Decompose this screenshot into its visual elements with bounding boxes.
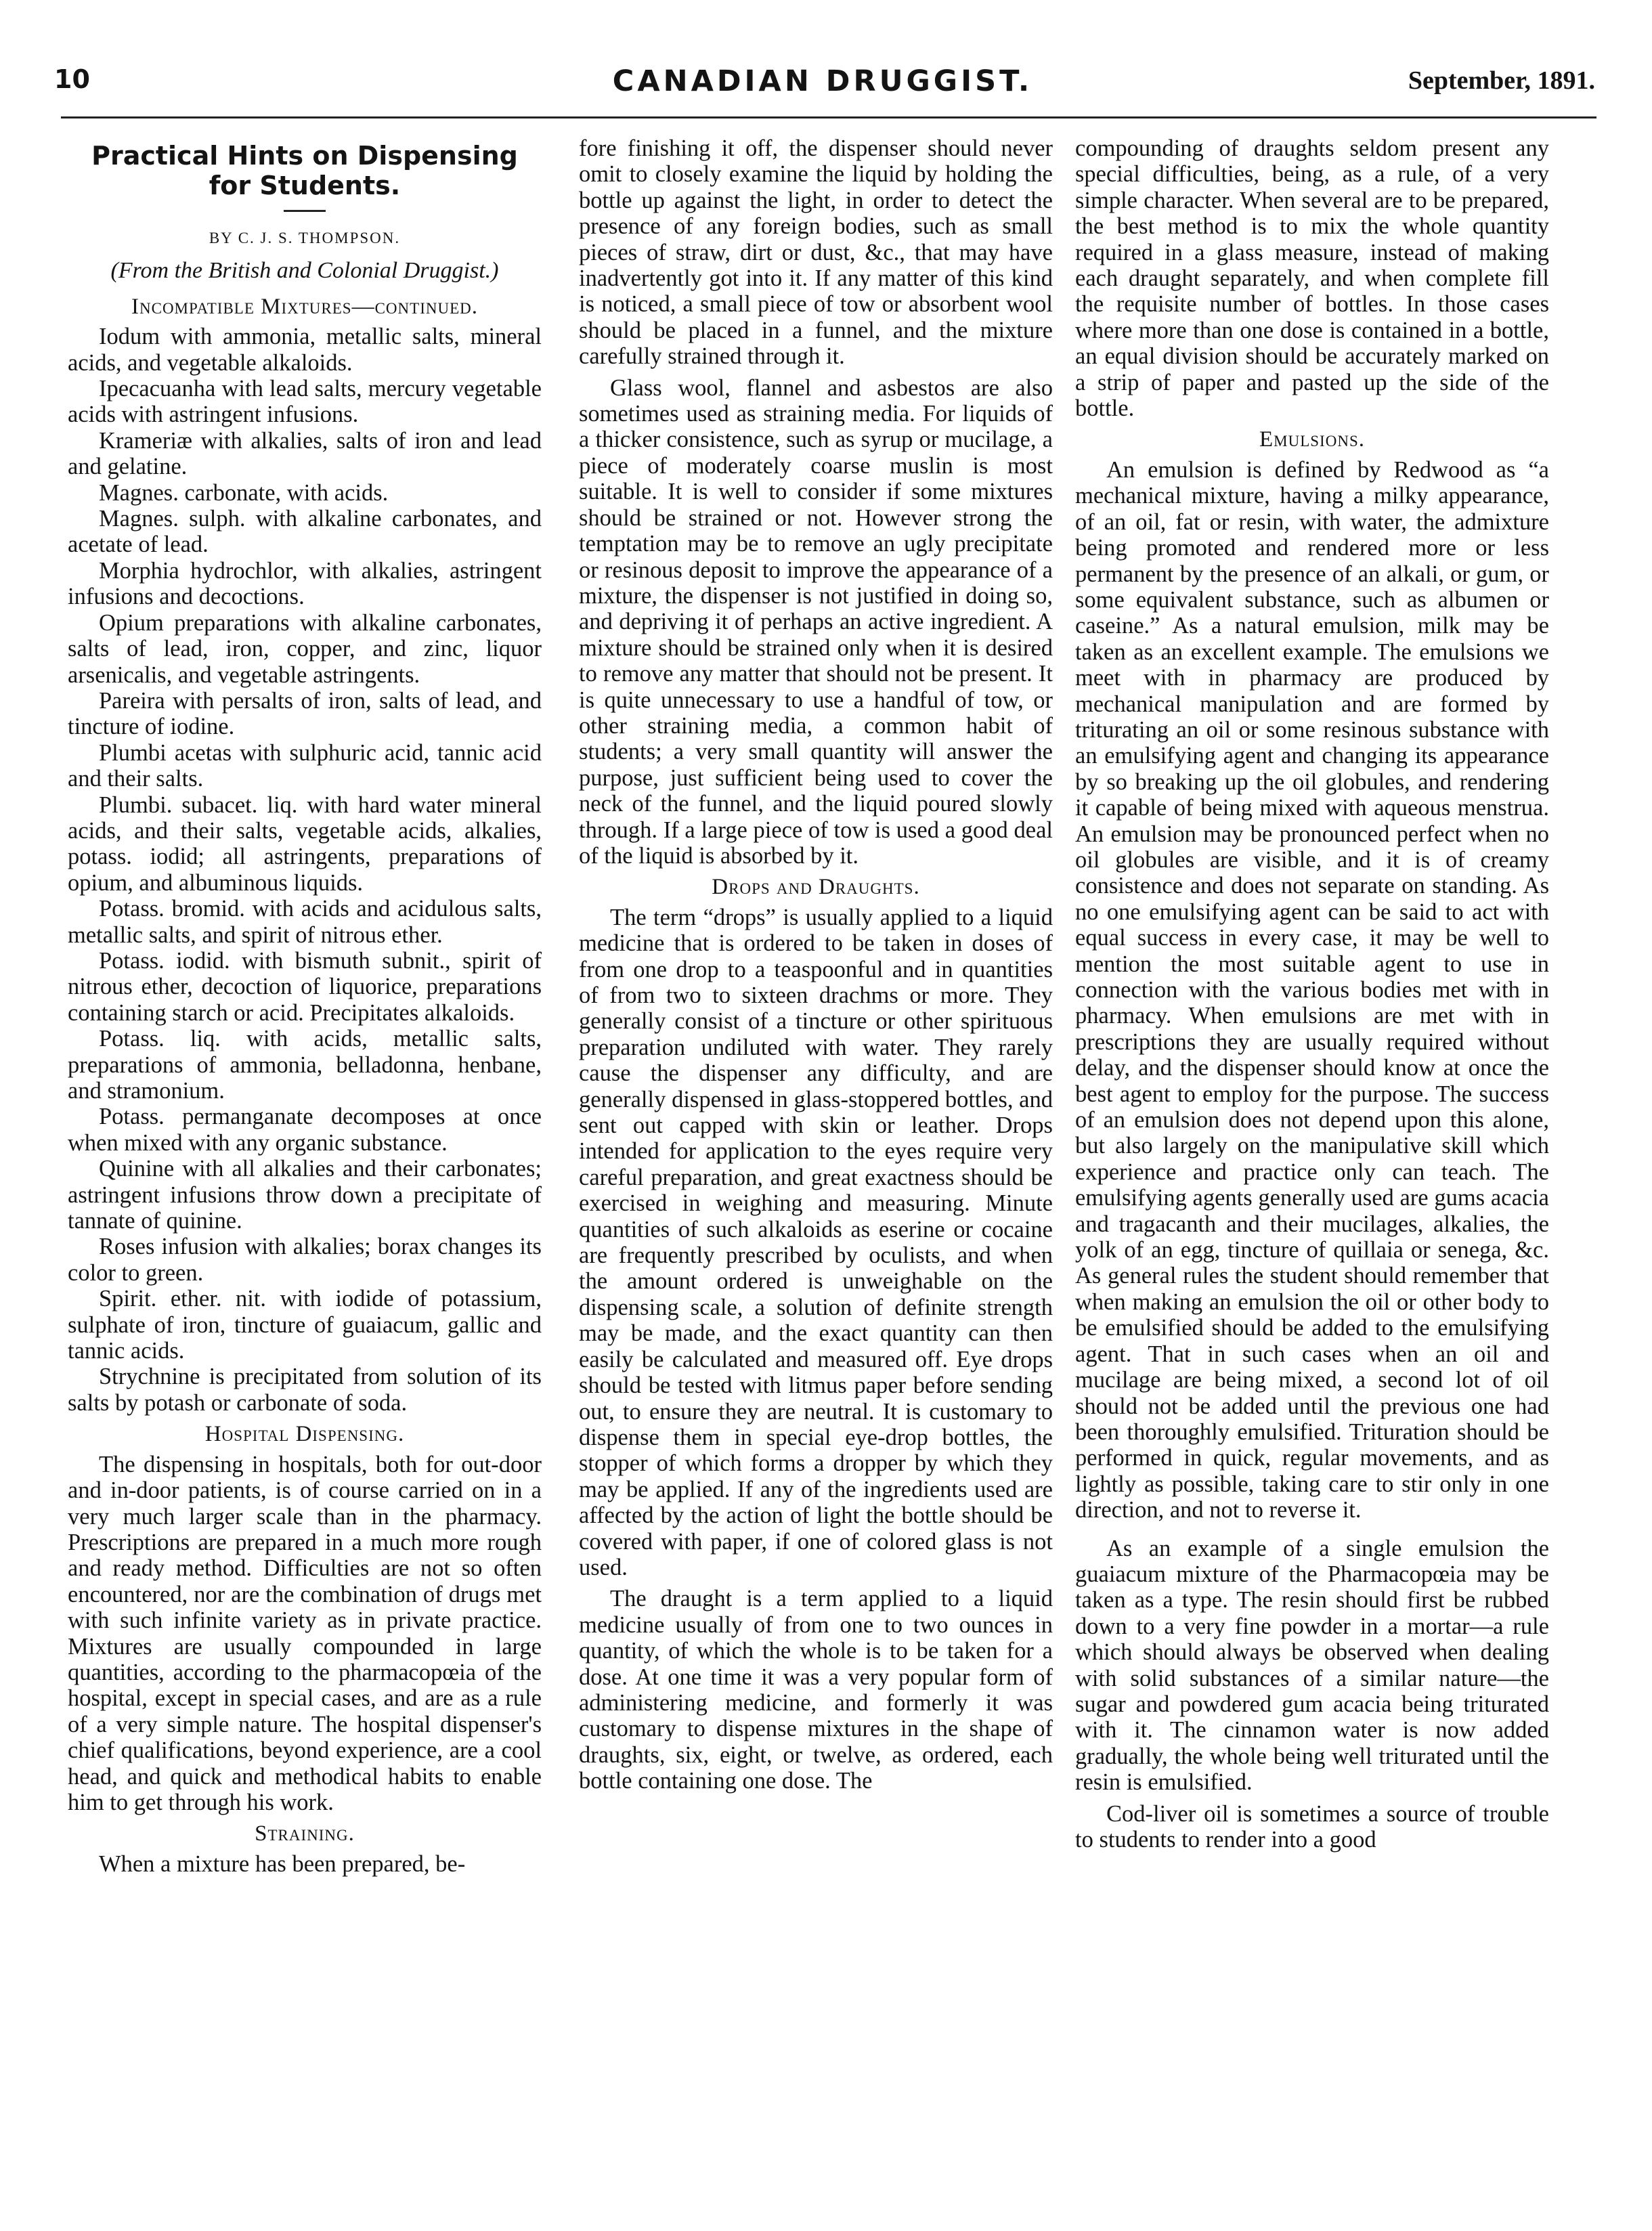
paragraph: Roses infusion with alkalies; borax changes its color to green. [68, 1234, 542, 1286]
header-rule [61, 116, 1596, 118]
paragraph: compounding of draughts seldom present any special difficulties, being, as a rule, of a very simple character. When several are to be prepared, the best method is to mix the whole quantity required in a glass measure, instead of making each draught separately, and when complete fill the requisite number of bottles. In those cases where more than one dose is contained in a bottle, an equal division should be accurately marked on a strip of paper and pasted up the side of the bottle. [1075, 135, 1549, 422]
paragraph: Krameriæ with alkalies, salts of iron and lead and gelatine. [68, 427, 542, 480]
paragraph: The draught is a term applied to a liquid medicine usually of from one to two ounces in quantity, of which the whole is to be taken for a dose. At one time it was a very popular form of administering medicine, and formerly it was customary to dispense mixtures in the shape of draughts, six, eight, or twelve, as ordered, each bottle containing one dose. The [579, 1586, 1053, 1794]
page-number: 10 [54, 64, 90, 94]
paragraph: Strychnine is precipitated from solution of its salts by potash or carbonate of soda. [68, 1364, 542, 1416]
section-heading-drops: Drops and Draughts. [712, 875, 920, 900]
paragraph: Magnes. carbonate, with acids. [99, 479, 389, 506]
paragraph: Magnes. sulph. with alkaline carbonates, and acetate of lead. [68, 506, 542, 558]
paragraph: Ipecacuanha with lead salts, mercury vegetable acids with astringent infusions. [68, 376, 542, 428]
column-3 [1075, 135, 1549, 1853]
journal-title: CANADIAN DRUGGIST. [612, 64, 1033, 98]
paragraph: Opium preparations with alkaline carbonates, salts of lead, iron, copper, and zinc, liquor arsenicalis, and vegetable astringents. [68, 609, 542, 688]
paragraph: An emulsion is defined by Redwood as “a mechanical mixture, having a milky appearance, of an oil, fat or resin, with water, the admixture being promoted and rendered more or less permanent by the presence of an alkali, or gum, or some equivalent substance, such as albumen or caseine.” As a natural emulsion, milk may be taken as an excellent example. The emulsions we meet with in pharmacy are produced by mechanical manipulation and are formed by triturating an oil or some resinous substance with an emulsifying agent and changing its appearance by so breaking up the oil globules, and rendering it capable of being mixed with aqueous menstrua. An emulsion may be pronounced perfect when no oil globules are visible, and it is of creamy consistence and does not separate on standing. As no one emulsifying agent can be said to act with equal success in every case, it may be well to mention the most suitable agent to use in connection with the various bodies met with in pharmacy. When emulsions are met with in prescriptions they are usually required without delay, and the dispenser should know at once the best agent to employ for the purpose. The success of an emulsion does not depend upon this alone, but also largely on the manipulative skill which experience and practice only can teach. The emulsifying agents generally used are gums acacia and tragacanth and their mucilages, alkalies, the yolk of an egg, tincture of quillaia or senega, &c. As general rules the student should remember that when making an emulsion the oil or other body to be emulsified should be added to the emulsifying agent. That in such cases when an oil and mucilage are being mixed, a second lot of oil should not be added until the previous one had been thoroughly emulsified. Trituration should be performed in quick, regular movements, and as lightly as possible, taking care to stir only in one direction, and not to reverse it. [1075, 456, 1549, 1523]
paragraph: Quinine with all alkalies and their carbonates; astringent infusions throw down a precipitate of tannate of quinine. [68, 1156, 542, 1234]
article-title: Practical Hints on Dispensing for Students. [91, 141, 518, 200]
paragraph: Iodum with ammonia, metallic salts, mineral acids, and vegetable alkaloids. [68, 324, 542, 376]
paragraph: Potass. bromid. with acids and acidulous salts, metallic salts, and spirit of nitrous ether. [68, 896, 542, 948]
paragraph: As an example of a single emulsion the guaiacum mixture of the Pharmacopœia may be taken as a type. The resin should first be rubbed down to a very fine powder in a mortar—a rule which should always be observed when dealing with solid substances of a similar nature—the sugar and powdered gum acacia being triturated with it. The cinnamon water is now added gradually, the whole being well triturated until the resin is emulsified. [1075, 1535, 1549, 1796]
paragraph: The term “drops” is usually applied to a liquid medicine that is ordered to be taken in doses of from one drop to a teaspoonful and in quantities of from two to sixteen drachms or more. They generally consist of a tincture or other spirituous preparation undiluted with water. They rarely cause the dispenser any difficulty, and are generally dispensed in glass-stoppered bottles, and sent out capped with skin or leather. Drops intended for application to the eyes require very careful preparation, and great exactness should be exercised in weighing and measuring. Minute quantities of such alkaloids as eserine or cocaine are frequently prescribed by oculists, and when the amount ordered is unweighable on the dispensing scale, a solution of definite strength may be made, and the exact quantity can then easily be calculated and measured off. Eye drops should be tested with litmus paper before sending out, to ensure they are neutral. It is customary to dispense them in special eye-drop bottles, the stopper of which forms a dropper by which they may be applied. If any of the ingredients used are affected by the action of light the bottle should be covered with paper, if one of colored glass is not used. [579, 904, 1053, 1580]
title-divider [284, 210, 326, 212]
paragraph: fore finishing it off, the dispenser should never omit to closely examine the liquid by holding the bottle up against the light, in order to detect the presence of any foreign bodies, such as small pieces of straw, dirt or dust, &c., that may have inadvertently got into it. If any matter of this kind is noticed, a small piece of tow or absorbent wool should be placed in a funnel, and the mixture carefully strained through it. [579, 135, 1053, 370]
paragraph: Potass. permanganate decomposes at once when mixed with any organic substance. [68, 1104, 542, 1156]
column-2 [579, 135, 1053, 1794]
article-source: (From the British and Colonial Druggist.) [110, 258, 499, 284]
paragraph: Glass wool, flannel and asbestos are also sometimes used as straining media. For liquids of a thicker consistence, such as syrup or mucilage, a piece of moderately coarse muslin is most suitable. It is well to consider if some mixtures should be strained or not. However strong the temptation may be to remove an ugly precipitate or resinous deposit to improve the appearance of a mixture, the dispenser is not justified in doing so, and depriving it of perhaps an active ingredient. A mixture should be strained only when it is desired to remove any matter that should not be present. It is quite unnecessary to use a handful of tow, or other straining media, a common habit of students; a very small quantity will answer the purpose, just sufficient being used to cover the neck of the funnel, and the liquid poured slowly through. If a large piece of tow is used a good deal of the liquid is absorbed by it. [579, 374, 1053, 869]
issue-date: September, 1891. [1408, 66, 1595, 95]
paragraph: Morphia hydrochlor, with alkalies, astringent infusions and decoctions. [68, 557, 542, 610]
paragraph: Cod-liver oil is sometimes a source of trouble to students to render into a good [1075, 1800, 1549, 1853]
page-header [47, 64, 1598, 102]
paragraph: Plumbi. subacet. liq. with hard water mineral acids, and their salts, vegetable acids, alkalies, potass. iodid; all astringents, preparations of opium, and albuminous liquids. [68, 792, 542, 896]
paragraph: Pareira with persalts of iron, salts of lead, and tincture of iodine. [68, 687, 542, 740]
paragraph: Potass. liq. with acids, metallic salts, preparations of ammonia, belladonna, henbane, and stramonium. [68, 1026, 542, 1104]
column-1 [68, 135, 542, 1877]
paragraph: Spirit. ether. nit. with iodide of potassium, sulphate of iron, tincture of guaiacum, gallic and tannic acids. [68, 1286, 542, 1364]
paragraph: Plumbi acetas with sulphuric acid, tannic acid and their salts. [68, 739, 542, 792]
byline: BY C. J. S. THOMPSON. [209, 230, 401, 246]
paragraph: The dispensing in hospitals, both for out-door and in-door patients, is of course carried on in a very much larger scale than in the pharmacy. Prescriptions are prepared in a much more rough and ready method. Difficulties are not so often encountered, nor are the combination of drugs met with such infinite variety as in private practice. Mixtures are usually compounded in large quantities, according to the pharmacopœia of the hospital, except in special cases, and are as a rule of a very simple nature. The hospital dispenser's chief qualifications, beyond experience, are a cool head, and quick and methodical habits to enable him to get through his work. [68, 1451, 542, 1815]
paragraph: When a mixture has been prepared, be- [99, 1850, 466, 1877]
section-heading-emulsions: Emulsions. [1259, 427, 1365, 452]
section-heading-straining: Straining. [255, 1821, 355, 1846]
section-heading-incompatible: Incompatible Mixtures—continued. [131, 294, 478, 319]
paragraph: Potass. iodid. with bismuth subnit., spirit of nitrous ether, decoction of liquorice, preparations containing starch or acid. Precipitates alkaloids. [68, 947, 542, 1026]
section-heading-hospital: Hospital Dispensing. [204, 1422, 405, 1447]
